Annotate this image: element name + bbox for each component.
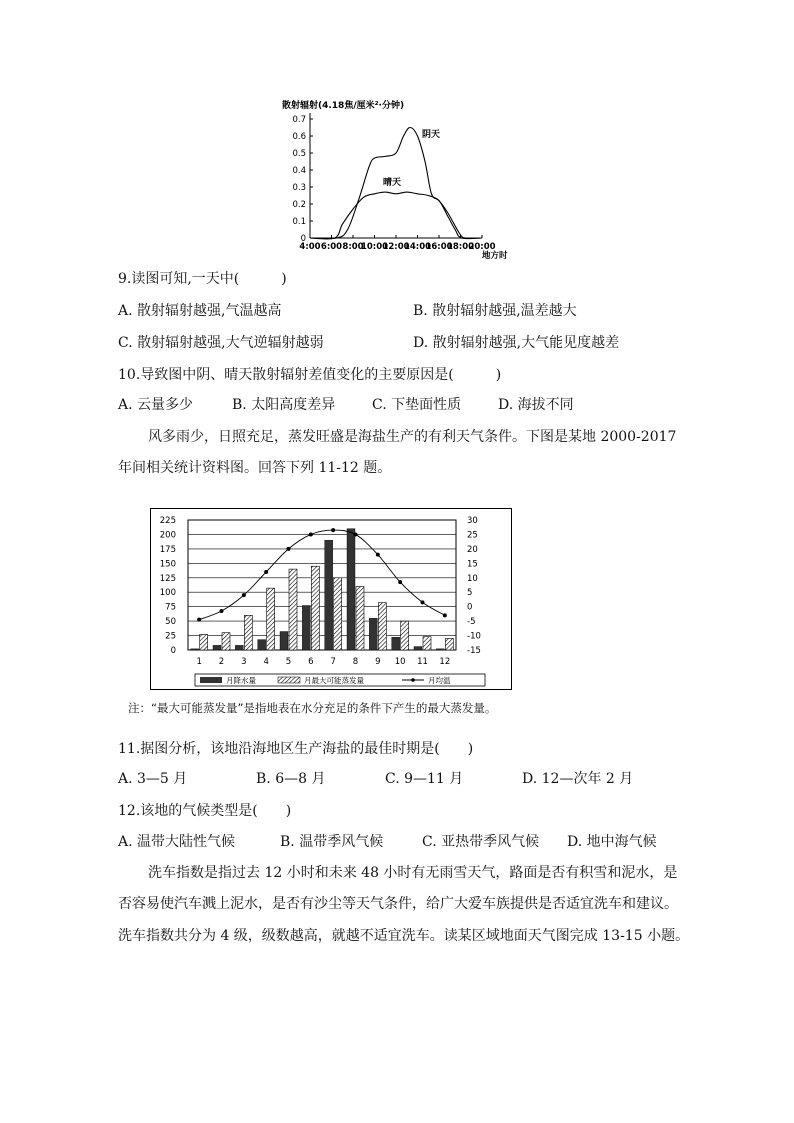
intro-2-line-1: 洗车指数是指过去 12 小时和未来 48 小时有无雨雪天气，路面是否有积雪和泥水，是 — [148, 865, 678, 881]
temperature-point — [264, 570, 268, 574]
precip-bar — [302, 606, 310, 650]
radiation-y-tick-label: 0.1 — [292, 217, 306, 227]
q10-option-c[interactable]: C. 下垫面性质 — [372, 397, 462, 413]
climate-right-tick-label: 5 — [467, 588, 473, 599]
q9-option-a[interactable]: A. 散射辐射越强,气温越高 — [118, 303, 282, 319]
climate-month-label: 12 — [439, 657, 451, 667]
climate-month-label: 5 — [285, 657, 292, 667]
question-9-stem: 9.读图可知,一天中( ) — [118, 271, 287, 287]
climate-right-tick-label: 0 — [467, 602, 473, 613]
q9-option-d[interactable]: D. 散射辐射越强,大气能见度越差 — [413, 335, 620, 351]
q10-option-d[interactable]: D. 海拔不同 — [498, 397, 574, 413]
question-10-stem: 10.导致图中阴、晴天散射辐射差值变化的主要原因是( ) — [118, 367, 502, 383]
temperature-point — [287, 547, 291, 551]
temperature-point — [197, 618, 201, 622]
radiation-y-tick-label: 0.5 — [292, 149, 306, 159]
precip-bar — [436, 649, 444, 650]
radiation-y-tick-label: 0 — [300, 234, 306, 244]
climate-left-tick-label: 100 — [159, 588, 176, 599]
radiation-x-tick-label: 10:00 — [360, 242, 389, 252]
evap-bar — [200, 634, 208, 650]
evap-bar — [356, 586, 364, 650]
temperature-point — [443, 613, 447, 617]
radiation-x-tick-label: 16:00 — [425, 242, 453, 252]
climate-month-label: 3 — [241, 657, 247, 667]
climate-month-label: 9 — [375, 657, 381, 667]
climate-month-label: 11 — [417, 657, 428, 667]
radiation-x-tick-label: 18:00 — [446, 242, 475, 252]
precip-bar — [280, 632, 288, 650]
climate-left-tick-label: 175 — [159, 544, 176, 555]
climate-left-tick-label: 225 — [159, 516, 176, 526]
radiation-chart-title: 散射辐射(4.18焦/厘米²·分钟) — [282, 101, 405, 111]
evap-bar — [222, 633, 230, 650]
legend-evap-label: 月最大可能蒸发量 — [304, 676, 364, 685]
radiation-x-tick-label: 14:00 — [403, 242, 432, 252]
precip-bar — [369, 618, 377, 650]
climate-chart — [150, 508, 512, 690]
x-axis-label: 地方时 — [482, 251, 508, 261]
evap-bar — [311, 566, 319, 650]
radiation-x-tick-label: 20:00 — [468, 242, 496, 252]
sunny-series-line — [310, 192, 482, 239]
temperature-point — [220, 609, 224, 613]
precip-bar — [392, 637, 400, 650]
intro-2-line-2: 否容易使汽车溅上泥水，是否有沙尘等天气条件，给广大爱车族提供是否适宜洗车和建议。 — [118, 896, 678, 912]
climate-month-label: 7 — [330, 657, 336, 667]
climate-right-tick-label: 15 — [467, 559, 478, 570]
q12-option-c[interactable]: C. 亚热带季风气候 — [422, 834, 540, 850]
climate-right-tick-label: 30 — [467, 516, 478, 526]
temperature-point — [331, 528, 335, 532]
q9-option-c[interactable]: C. 散射辐射越强,大气逆辐射越弱 — [118, 335, 324, 351]
climate-month-label: 8 — [352, 657, 359, 667]
intro-1-line-2: 年间相关统计资料图。回答下列 11-12 题。 — [118, 460, 392, 476]
climate-right-tick-label: -5 — [467, 617, 476, 628]
evap-bar — [289, 569, 297, 650]
radiation-x-tick-label: 4:00 — [299, 242, 321, 252]
intro-1-line-1: 风多雨少，日照充足，蒸发旺盛是海盐生产的有利天气条件。下图是某地 2000-2017 — [148, 429, 677, 445]
temperature-point — [354, 532, 358, 536]
climate-left-tick-label: 150 — [159, 559, 176, 570]
radiation-y-tick-label: 0.7 — [292, 115, 306, 125]
radiation-chart — [270, 95, 530, 267]
precip-bar — [258, 640, 266, 650]
climate-month-label: 1 — [196, 657, 202, 667]
temperature-point — [376, 553, 380, 557]
q12-option-b[interactable]: B. 温带季风气候 — [280, 834, 384, 850]
precip-bar — [414, 647, 422, 650]
climate-month-label: 10 — [394, 657, 406, 667]
temperature-point — [398, 580, 402, 584]
radiation-y-tick-label: 0.6 — [292, 132, 306, 142]
climate-right-tick-label: 10 — [467, 573, 478, 584]
q11-option-c[interactable]: C. 9—11 月 — [385, 771, 464, 787]
legend-evap-swatch — [278, 677, 300, 683]
sunny-label: 晴天 — [383, 178, 402, 188]
legend-temp-label: 月均温 — [428, 676, 451, 685]
q9-option-b[interactable]: B. 散射辐射越强,温差越大 — [413, 303, 577, 319]
climate-month-label: 4 — [263, 657, 269, 667]
radiation-y-tick-label: 0.4 — [292, 166, 306, 176]
q12-option-d[interactable]: D. 地中海气候 — [567, 834, 657, 850]
climate-legend — [195, 674, 485, 686]
q11-option-a[interactable]: A. 3—5 月 — [118, 771, 188, 787]
temperature-point — [242, 593, 246, 597]
precip-bar — [191, 649, 199, 650]
temperature-point — [421, 600, 425, 604]
climate-left-tick-label: 200 — [159, 530, 176, 541]
question-11-stem: 11.据图分析，该地沿海地区生产海盐的最佳时期是( ) — [118, 741, 474, 757]
precip-bar — [235, 645, 243, 650]
chart-note: 注：“最大可能蒸发量”是指地表在水分充足的条件下产生的最大蒸发量。 — [128, 701, 497, 715]
evap-bar — [244, 615, 252, 650]
precip-bar — [213, 645, 221, 650]
climate-right-tick-label: 25 — [467, 530, 478, 541]
temperature-point — [309, 532, 313, 536]
radiation-x-tick-label: 8:00 — [342, 242, 364, 252]
intro-2-line-3: 洗车指数共分为 4 级，级数越高，就越不适宜洗车。读某区域地面天气图完成 13-15 小题。 — [118, 928, 690, 944]
cloudy-label: 阴天 — [422, 130, 441, 140]
q10-option-a[interactable]: A. 云量多少 — [118, 397, 194, 413]
precip-bar — [347, 529, 355, 650]
climate-left-tick-label: 50 — [165, 617, 176, 628]
legend-precip-swatch — [200, 677, 222, 683]
climate-month-label: 6 — [308, 657, 314, 667]
climate-month-label: 2 — [218, 657, 225, 667]
evap-bar — [378, 603, 386, 650]
climate-right-tick-label: 20 — [467, 544, 478, 555]
evap-bar — [267, 588, 275, 650]
question-12-stem: 12.该地的气候类型是( ) — [118, 803, 292, 819]
climate-left-tick-label: 25 — [165, 631, 176, 642]
q12-option-a[interactable]: A. 温带大陆性气候 — [118, 834, 236, 850]
evap-bar — [401, 621, 409, 650]
radiation-y-tick-label: 0.2 — [292, 200, 306, 210]
q11-option-b[interactable]: B. 6—8 月 — [256, 771, 326, 787]
radiation-x-tick-label: 6:00 — [320, 242, 343, 252]
climate-right-tick-label: -15 — [467, 646, 481, 656]
evap-bar — [423, 637, 431, 650]
evap-bar — [334, 578, 342, 650]
climate-left-tick-label: 75 — [165, 602, 176, 613]
climate-left-tick-label: 0 — [170, 646, 176, 656]
evap-bar — [445, 638, 453, 650]
climate-right-tick-label: -10 — [467, 631, 481, 642]
q11-option-d[interactable]: D. 12—次年 2 月 — [522, 771, 634, 787]
legend-precip-label: 月降水量 — [226, 676, 256, 685]
q10-option-b[interactable]: B. 太阳高度差异 — [232, 397, 336, 413]
radiation-x-tick-label: 12:00 — [382, 242, 410, 252]
climate-left-tick-label: 125 — [159, 573, 176, 584]
precip-bar — [325, 540, 333, 650]
radiation-y-tick-label: 0.3 — [292, 183, 306, 193]
